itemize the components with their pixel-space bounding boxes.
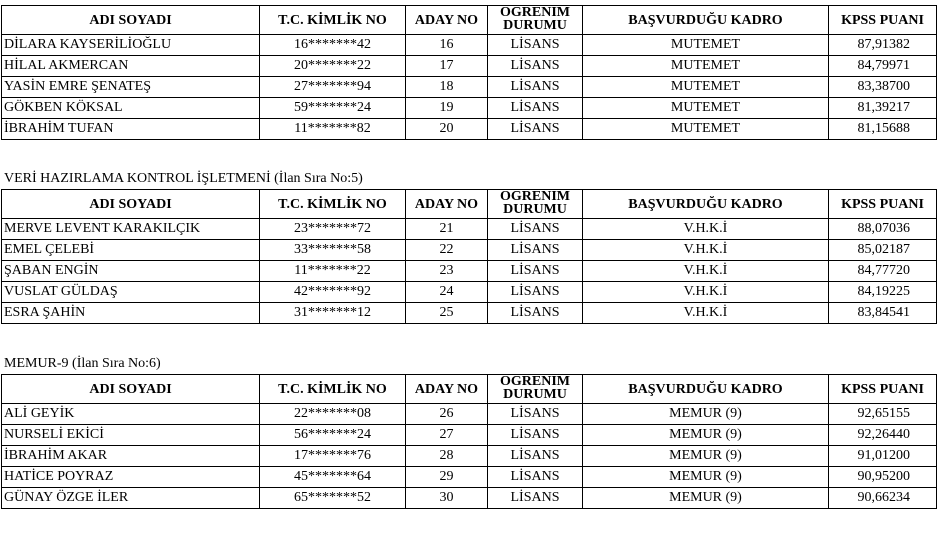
col-header-puan: KPSS PUANI [829, 375, 937, 404]
roster-table-memur-9 [1, 374, 937, 509]
cell-egitim: LİSANS [488, 119, 583, 140]
cell-egitim: LİSANS [488, 56, 583, 77]
cell-egitim: LİSANS [488, 488, 583, 509]
table-row [2, 303, 937, 324]
cell-puan: 83,38700 [829, 77, 937, 98]
cell-tc: 16*******42 [260, 35, 406, 56]
cell-tc: 20*******22 [260, 56, 406, 77]
cell-aday-no: 17 [406, 56, 488, 77]
col-header-name: ADI SOYADI [2, 375, 260, 404]
cell-egitim: LİSANS [488, 446, 583, 467]
section-title-memur-9: MEMUR-9 (İlan Sıra No:6) [4, 356, 161, 371]
cell-tc: 27*******94 [260, 77, 406, 98]
col-header-kadro: BAŞVURDUĞU KADRO [583, 375, 829, 404]
col-header-kadro: BAŞVURDUĞU KADRO [583, 6, 829, 35]
cell-puan: 87,91382 [829, 35, 937, 56]
col-header-aday-no: ADAY NO [406, 375, 488, 404]
cell-tc: 17*******76 [260, 446, 406, 467]
cell-puan: 84,77720 [829, 261, 937, 282]
cell-kadro: V.H.K.İ [583, 261, 829, 282]
cell-egitim: LİSANS [488, 467, 583, 488]
table-row [2, 404, 937, 425]
cell-tc: 11*******22 [260, 261, 406, 282]
cell-egitim: LİSANS [488, 98, 583, 119]
table-row [2, 56, 937, 77]
cell-tc: 65*******52 [260, 488, 406, 509]
col-header-aday-no: ADAY NO [406, 190, 488, 219]
cell-name: DİLARA KAYSERİLİOĞLU [2, 35, 260, 56]
cell-puan: 90,66234 [829, 488, 937, 509]
col-header-egitim-text: OGRENIM DURUMU [500, 6, 570, 33]
cell-kadro: MEMUR (9) [583, 446, 829, 467]
cell-aday-no: 30 [406, 488, 488, 509]
col-header-name: ADI SOYADI [2, 190, 260, 219]
table-row [2, 119, 937, 140]
cell-egitim: LİSANS [488, 77, 583, 98]
cell-puan: 92,65155 [829, 404, 937, 425]
cell-aday-no: 25 [406, 303, 488, 324]
cell-tc: 23*******72 [260, 219, 406, 240]
cell-puan: 91,01200 [829, 446, 937, 467]
col-header-egitim-text: OGRENIM DURUMU [500, 375, 570, 402]
cell-tc: 45*******64 [260, 467, 406, 488]
col-header-kadro: BAŞVURDUĞU KADRO [583, 190, 829, 219]
cell-egitim: LİSANS [488, 404, 583, 425]
cell-egitim: LİSANS [488, 261, 583, 282]
section-title-vhki: VERİ HAZIRLAMA KONTROL İŞLETMENİ (İlan Sıra No:5) [4, 171, 363, 186]
col-header-tc: T.C. KİMLİK NO [260, 190, 406, 219]
table-row [2, 282, 937, 303]
cell-aday-no: 23 [406, 261, 488, 282]
cell-egitim: LİSANS [488, 35, 583, 56]
cell-aday-no: 16 [406, 35, 488, 56]
cell-puan: 88,07036 [829, 219, 937, 240]
cell-aday-no: 21 [406, 219, 488, 240]
cell-name: VUSLAT GÜLDAŞ [2, 282, 260, 303]
cell-name: ALİ GEYİK [2, 404, 260, 425]
cell-name: GÖKBEN KÖKSAL [2, 98, 260, 119]
cell-kadro: V.H.K.İ [583, 240, 829, 261]
table-row [2, 467, 937, 488]
cell-tc: 59*******24 [260, 98, 406, 119]
cell-kadro: MEMUR (9) [583, 425, 829, 446]
cell-kadro: MEMUR (9) [583, 467, 829, 488]
cell-aday-no: 24 [406, 282, 488, 303]
col-header-egitim [488, 6, 583, 35]
cell-tc: 22*******08 [260, 404, 406, 425]
col-header-puan: KPSS PUANI [829, 190, 937, 219]
table-header-row [2, 190, 937, 219]
cell-name: EMEL ÇELEBİ [2, 240, 260, 261]
cell-name: ESRA ŞAHİN [2, 303, 260, 324]
cell-kadro: V.H.K.İ [583, 282, 829, 303]
cell-kadro: MUTEMET [583, 56, 829, 77]
cell-aday-no: 19 [406, 98, 488, 119]
cell-puan: 85,02187 [829, 240, 937, 261]
table-row [2, 488, 937, 509]
cell-puan: 84,19225 [829, 282, 937, 303]
cell-name: İBRAHİM AKAR [2, 446, 260, 467]
cell-kadro: MUTEMET [583, 119, 829, 140]
cell-name: ŞABAN ENGİN [2, 261, 260, 282]
cell-name: MERVE LEVENT KARAKILÇIK [2, 219, 260, 240]
table-row [2, 219, 937, 240]
cell-name: NURSELİ EKİCİ [2, 425, 260, 446]
cell-puan: 81,15688 [829, 119, 937, 140]
cell-tc: 56*******24 [260, 425, 406, 446]
cell-egitim: LİSANS [488, 240, 583, 261]
cell-kadro: MEMUR (9) [583, 404, 829, 425]
cell-puan: 81,39217 [829, 98, 937, 119]
cell-egitim: LİSANS [488, 303, 583, 324]
cell-kadro: V.H.K.İ [583, 219, 829, 240]
cell-puan: 84,79971 [829, 56, 937, 77]
col-header-tc: T.C. KİMLİK NO [260, 6, 406, 35]
cell-aday-no: 28 [406, 446, 488, 467]
col-header-aday-no: ADAY NO [406, 6, 488, 35]
roster-table-mutemet [1, 5, 937, 140]
cell-kadro: MUTEMET [583, 98, 829, 119]
col-header-egitim-text: OGRENIM DURUMU [500, 190, 570, 217]
table-header-row [2, 375, 937, 404]
cell-egitim: LİSANS [488, 282, 583, 303]
cell-egitim: LİSANS [488, 425, 583, 446]
cell-kadro: MEMUR (9) [583, 488, 829, 509]
table-row [2, 425, 937, 446]
cell-aday-no: 27 [406, 425, 488, 446]
cell-kadro: MUTEMET [583, 35, 829, 56]
cell-tc: 11*******82 [260, 119, 406, 140]
table-row [2, 35, 937, 56]
cell-tc: 42*******92 [260, 282, 406, 303]
cell-puan: 90,95200 [829, 467, 937, 488]
col-header-tc: T.C. KİMLİK NO [260, 375, 406, 404]
cell-aday-no: 22 [406, 240, 488, 261]
cell-puan: 83,84541 [829, 303, 937, 324]
cell-aday-no: 20 [406, 119, 488, 140]
cell-name: HATİCE POYRAZ [2, 467, 260, 488]
table-row [2, 240, 937, 261]
col-header-puan: KPSS PUANI [829, 6, 937, 35]
cell-puan: 92,26440 [829, 425, 937, 446]
table-header-row [2, 6, 937, 35]
roster-table-vhki [1, 189, 937, 324]
cell-name: YASİN EMRE ŞENATEŞ [2, 77, 260, 98]
cell-kadro: V.H.K.İ [583, 303, 829, 324]
cell-aday-no: 26 [406, 404, 488, 425]
col-header-name: ADI SOYADI [2, 6, 260, 35]
cell-name: GÜNAY ÖZGE İLER [2, 488, 260, 509]
col-header-egitim [488, 190, 583, 219]
cell-tc: 33*******58 [260, 240, 406, 261]
cell-name: İBRAHİM TUFAN [2, 119, 260, 140]
cell-aday-no: 18 [406, 77, 488, 98]
table-row [2, 77, 937, 98]
col-header-egitim [488, 375, 583, 404]
cell-egitim: LİSANS [488, 219, 583, 240]
cell-aday-no: 29 [406, 467, 488, 488]
cell-kadro: MUTEMET [583, 77, 829, 98]
table-row [2, 98, 937, 119]
cell-tc: 31*******12 [260, 303, 406, 324]
table-row [2, 446, 937, 467]
table-row [2, 261, 937, 282]
cell-name: HİLAL AKMERCAN [2, 56, 260, 77]
